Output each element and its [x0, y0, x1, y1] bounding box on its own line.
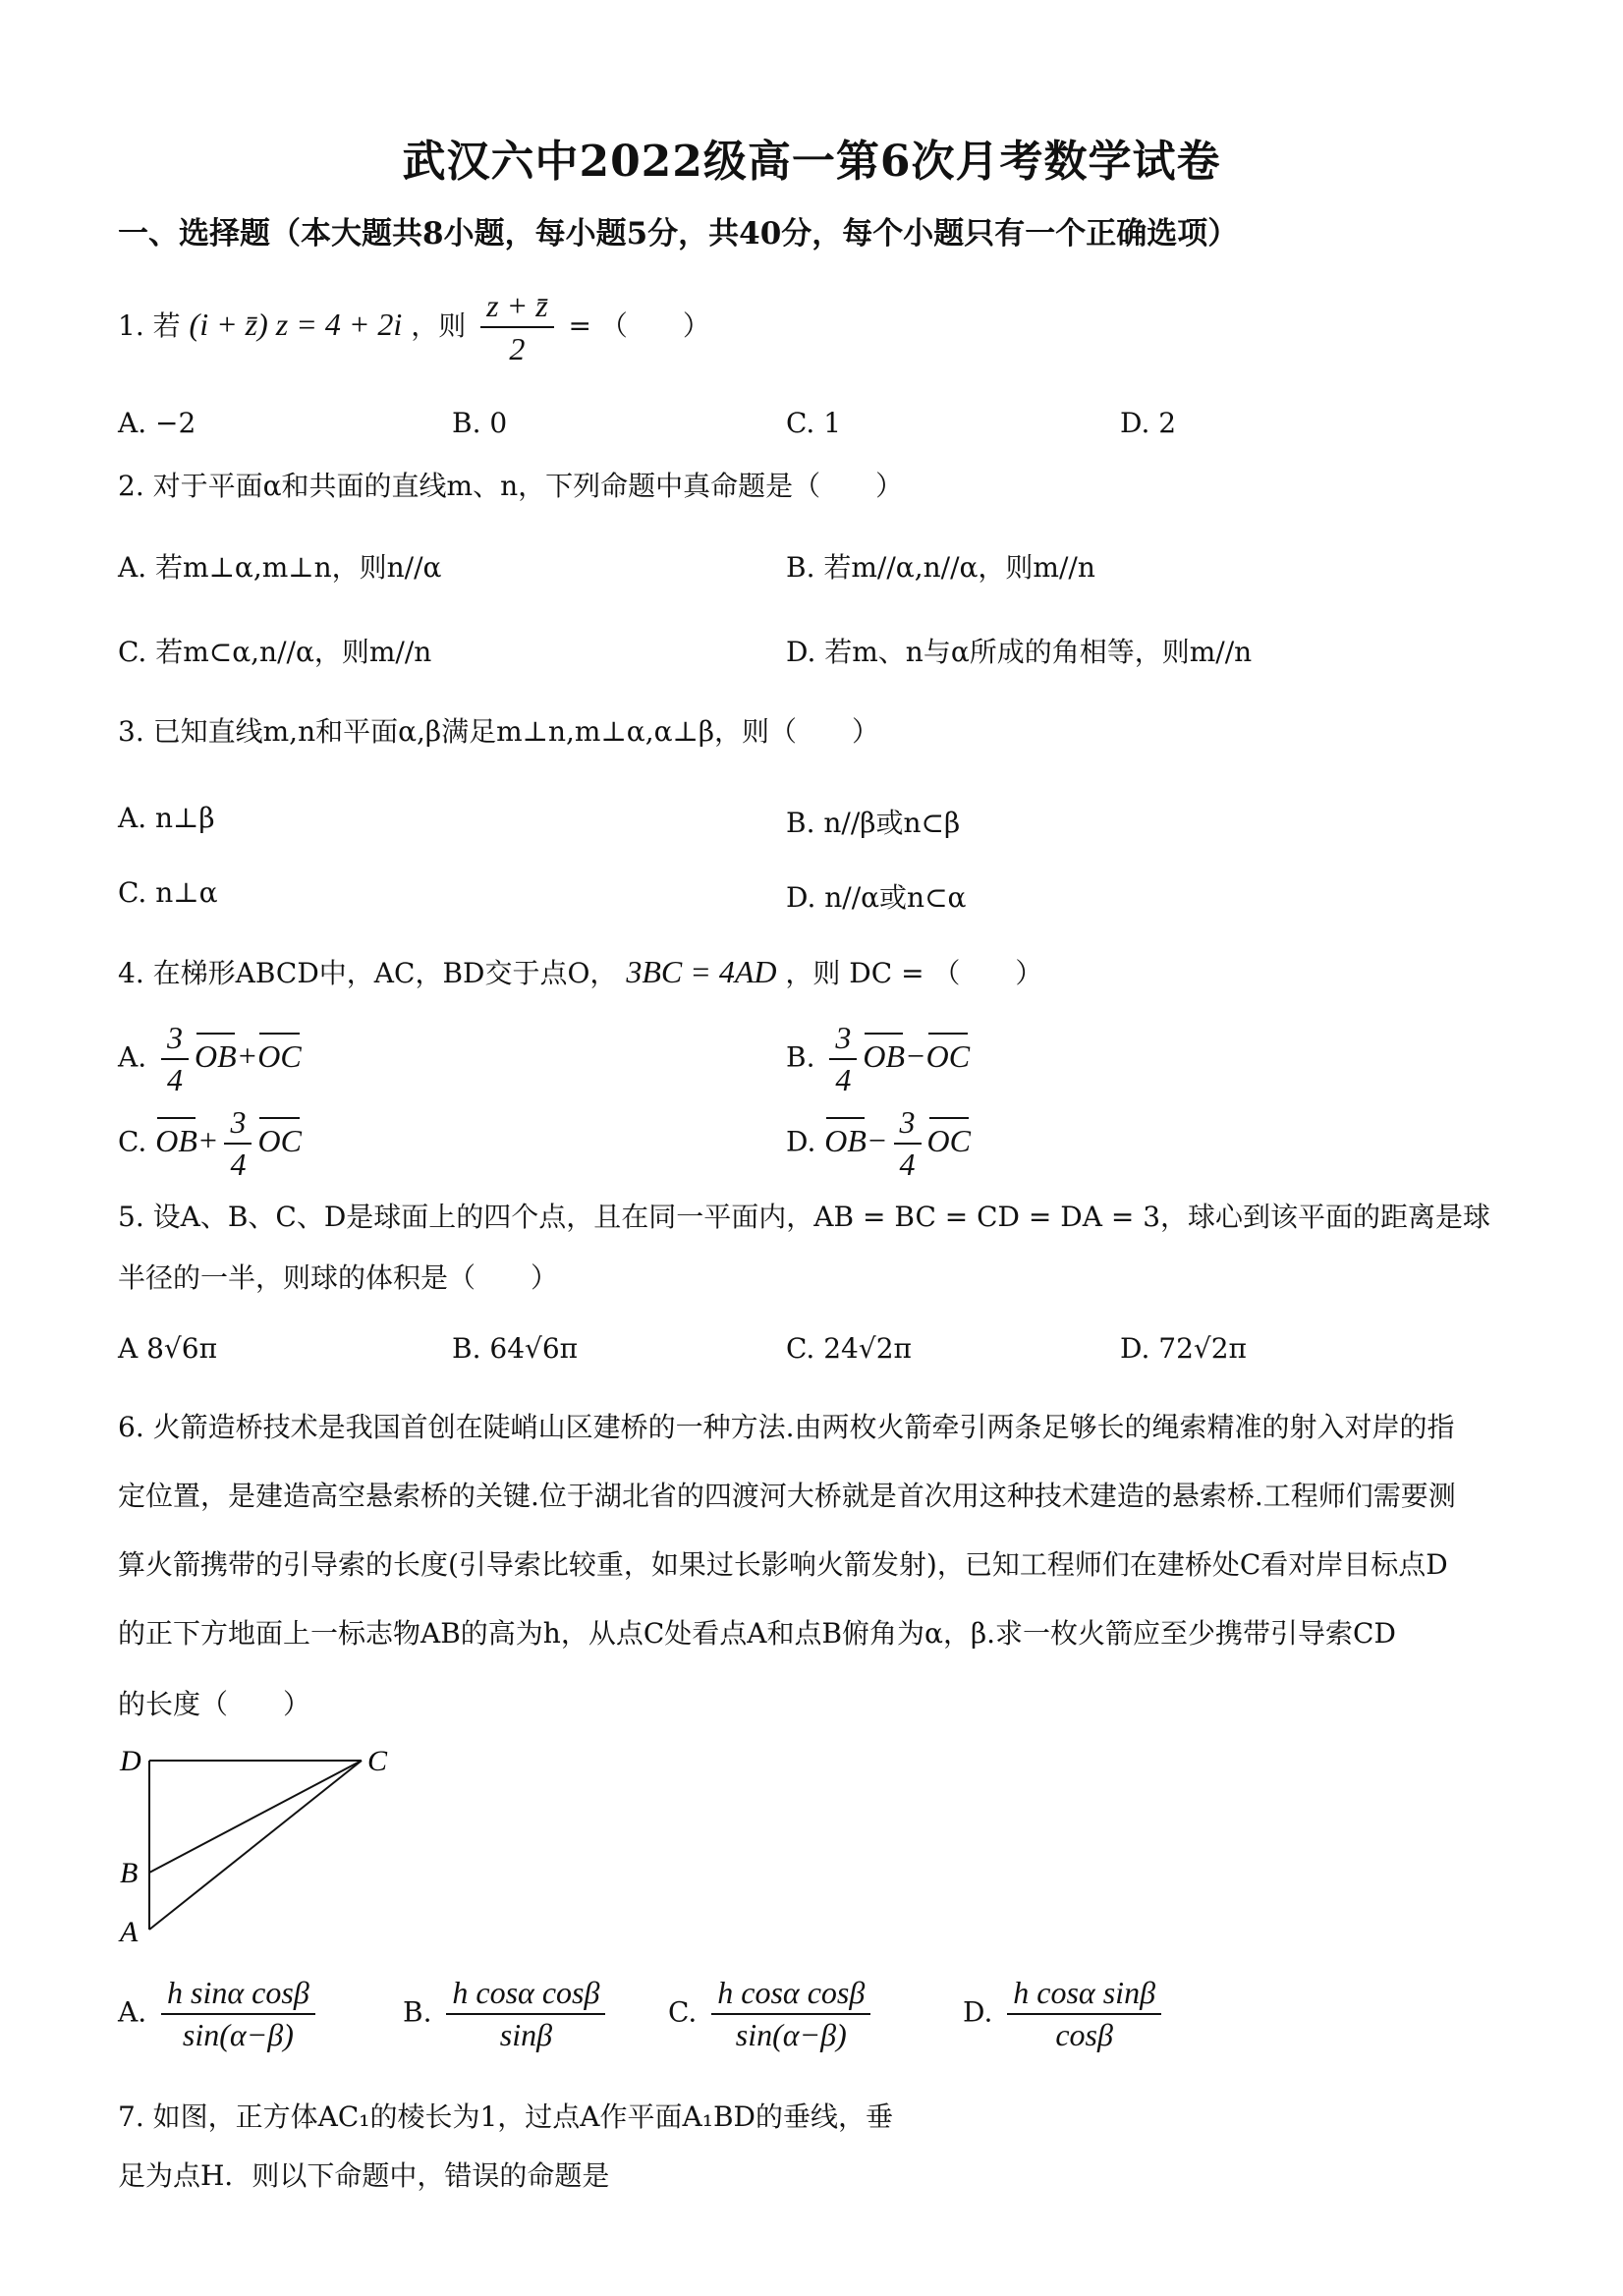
question-6-line-3: 算火箭携带的引导索的长度(引导索比较重，如果过长影响火箭发射)，已知工程师们在建桥处C看对岸目标点D	[118, 1548, 1448, 1581]
q4-vector-equation: 3BC = 4AD	[626, 954, 777, 989]
point-a-label: A	[120, 1916, 139, 1948]
frac-numerator: 3	[224, 1104, 252, 1145]
vector-oc: OC	[925, 1037, 971, 1074]
frac-denominator: 4	[835, 1062, 852, 1097]
q4-option-a	[118, 1020, 302, 1098]
q1-fraction	[480, 287, 554, 368]
option-fraction	[1007, 1975, 1161, 2053]
q6-option-d	[963, 1975, 1167, 2053]
option-label: C.	[668, 1995, 698, 2029]
option-label: D.	[786, 1125, 816, 1158]
point-c-label: C	[367, 1745, 388, 1777]
q1-option-d: D. 2	[1120, 407, 1177, 439]
frac-numerator: h sinα cosβ	[161, 1975, 315, 2015]
q5-option-d: D. 72√2π	[1120, 1332, 1247, 1365]
q6-option-c	[668, 1975, 876, 2053]
vector-ob: OB	[155, 1122, 197, 1158]
frac-denominator: sinβ	[499, 2017, 553, 2052]
frac-denominator: 4	[167, 1062, 184, 1097]
q4-option-c	[118, 1104, 302, 1183]
q3-option-b: B. n//β或n⊂β	[786, 807, 961, 839]
option-label: A.	[118, 1040, 147, 1074]
q1-option-c: C. 1	[786, 407, 842, 439]
q4-option-b	[786, 1020, 970, 1098]
question-6-line-5: 的长度（ ）	[118, 1688, 311, 1720]
q1-connector: ，则	[411, 308, 467, 342]
vector-oc: OC	[257, 1122, 302, 1158]
section-heading: 一、选择题（本大题共8小题，每小题5分，共40分，每个小题只有一个正确选项）	[118, 216, 1239, 252]
option-fraction	[711, 1975, 870, 2053]
q6-option-a	[118, 1975, 321, 2053]
question-4	[118, 953, 1042, 990]
frac-denominator: sin(α−β)	[182, 2017, 294, 2052]
segment-ac	[149, 1761, 362, 1930]
q3-option-d: D. n//α或n⊂α	[786, 881, 967, 914]
vector-ob: OB	[195, 1037, 237, 1074]
frac-numerator: 3	[161, 1020, 189, 1060]
question-3: 3. 已知直线m,n和平面α,β满足m⊥n,m⊥α,α⊥β，则（ ）	[118, 715, 880, 748]
frac-denominator: cosβ	[1055, 2017, 1113, 2052]
three-quarters-fraction	[894, 1104, 922, 1183]
frac-denominator: 4	[230, 1147, 247, 1182]
question-7-line-2: 足为点H．则以下命题中，错误的命题是	[118, 2159, 610, 2192]
frac-denominator: sin(α−β)	[735, 2017, 847, 2052]
operator: +	[236, 1037, 258, 1074]
question-2: 2. 对于平面α和共面的直线m、n，下列命题中真命题是（ ）	[118, 470, 904, 502]
option-label: C.	[118, 1125, 147, 1158]
q2-option-b: B. 若m//α,n//α，则m//n	[786, 551, 1095, 584]
q1-frac-numerator: z + z̄	[480, 287, 554, 328]
triangle-diagram	[116, 1737, 411, 1963]
question-1	[118, 287, 710, 368]
option-fraction	[161, 1975, 315, 2053]
q1-frac-denominator: 2	[509, 331, 526, 367]
q4-stem-a: 4. 在梯形ABCD中，AC，BD交于点O，	[118, 957, 618, 989]
q6-option-b	[403, 1975, 611, 2053]
q3-option-a: A. n⊥β	[118, 802, 215, 834]
q1-tail: = （ ）	[568, 308, 710, 342]
question-6-line-2: 定位置，是建造高空悬索桥的关键.位于湖北省的四渡河大桥就是首次用这种技术建造的悬索桥.工程师们需要测	[118, 1480, 1456, 1512]
q1-equation: (i + z̄) z = 4 + 2i	[189, 306, 403, 342]
q1-number: 1. 若	[118, 308, 181, 342]
operator: −	[905, 1037, 926, 1074]
three-quarters-fraction	[829, 1020, 857, 1098]
vector-ob: OB	[863, 1037, 906, 1074]
frac-numerator: h cosα cosβ	[711, 1975, 870, 2015]
q3-option-c: C. n⊥α	[118, 876, 218, 909]
question-7-line-1: 7. 如图，正方体AC₁的棱长为1，过点A作平面A₁BD的垂线，垂	[118, 2100, 893, 2133]
option-label: B.	[403, 1995, 432, 2029]
q2-option-a: A. 若m⊥α,m⊥n，则n//α	[118, 551, 442, 584]
point-b-label: B	[120, 1857, 139, 1889]
q2-option-d: D. 若m、n与α所成的角相等，则m//n	[786, 636, 1253, 668]
frac-numerator: h cosα cosβ	[446, 1975, 605, 2015]
point-d-label: D	[120, 1745, 141, 1777]
q1-option-b: B. 0	[452, 407, 508, 439]
q4-option-d	[786, 1104, 971, 1183]
question-6-line-4: 的正下方地面上一标志物AB的高为h，从点C处看点A和点B俯角为α，β.求一枚火箭应至少携带引导索CD	[118, 1617, 1396, 1650]
vector-oc: OC	[926, 1122, 971, 1158]
frac-numerator: 3	[894, 1104, 922, 1145]
three-quarters-fraction	[224, 1104, 252, 1183]
option-fraction	[446, 1975, 605, 2053]
option-label: A.	[118, 1995, 147, 2029]
operator: −	[866, 1122, 888, 1158]
option-label: D.	[963, 1995, 993, 2029]
q5-option-b: B. 64√6π	[452, 1332, 579, 1365]
page-title: 武汉六中2022级高一第6次月考数学试卷	[402, 137, 1221, 187]
question-5-line-2: 半径的一半，则球的体积是（ ）	[118, 1261, 559, 1294]
q5-option-a: A 8√6π	[118, 1332, 217, 1365]
q1-option-a: A. −2	[118, 407, 196, 439]
three-quarters-fraction	[161, 1020, 189, 1098]
q5-option-c: C. 24√2π	[786, 1332, 912, 1365]
operator: +	[196, 1122, 219, 1158]
q2-option-c: C. 若m⊂α,n//α，则m//n	[118, 636, 432, 668]
frac-numerator: 3	[829, 1020, 857, 1060]
option-label: B.	[786, 1040, 815, 1074]
segment-bc	[149, 1761, 362, 1873]
question-6-line-1: 6. 火箭造桥技术是我国首创在陡峭山区建桥的一种方法.由两枚火箭牵引两条足够长的绳索精准的射入对岸的指	[118, 1411, 1455, 1443]
frac-numerator: h cosα sinβ	[1007, 1975, 1161, 2015]
vector-ob: OB	[824, 1122, 867, 1158]
q4-stem-b: ，则 DC = （ ）	[785, 957, 1043, 989]
question-5-line-1: 5. 设A、B、C、D是球面上的四个点，且在同一平面内，AB = BC = CD = DA = 3，球心到该平面的距离是球	[118, 1201, 1491, 1233]
frac-denominator: 4	[899, 1147, 916, 1182]
vector-oc: OC	[257, 1037, 302, 1074]
